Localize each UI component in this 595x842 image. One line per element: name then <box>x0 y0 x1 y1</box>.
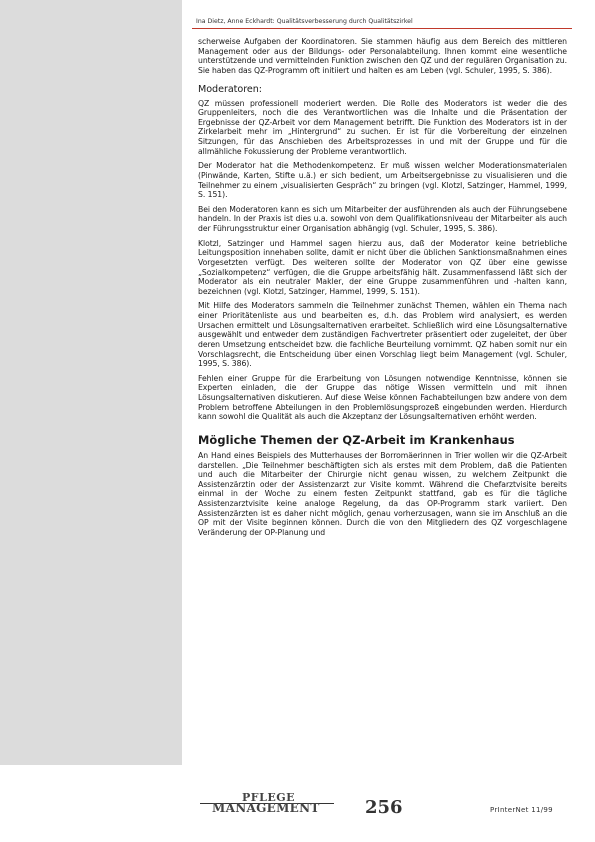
paragraph-koordinatoren: scherweise Aufgaben der Koordinatoren. Sie stammen häufig aus dem Bereich des mittleren Management oder aus der Bildungs- oder Personalabteilung. Ihnen kommt eine wesentliche unterstützende und vermittelnden Funktion zwischen den QZ und der regulären Organisation zu. Sie haben das QZ-Programm oft initiiert und halten es am Leben (vgl. Schuler, 1995, S. 386). <box>198 37 567 75</box>
logo-pflege: PFLEGE <box>242 791 295 804</box>
paragraph-moderation-role: QZ müssen professionell moderiert werden. Die Rolle des Moderators ist weder die des Gruppenleiters, noch die des Verantwortlichen was die Inhalte und die Präsentation der Ergebnisse der QZ-Arbeit vor dem Management betrifft. Die Funktion des Moderators ist in der Zirkelarbeit mehr im „Hintergrund“ zu suchen. Er ist für die Vorbereitung der einzelnen Sitzungen, für das Anschieben des Arbeitsprozesses in und mit der Gruppe und für die allmähliche Fokussierung der Probleme verantwortlich. <box>198 98 567 156</box>
article-body <box>198 37 567 543</box>
running-header: Ina Dietz, Anne Eckhardt: Qualitätsverbesserung durch Qualitätszirkel <box>196 18 413 25</box>
paragraph-sozialkompetenz: Klotzl, Satzinger und Hammel sagen hierzu aus, daß der Moderator keine betriebliche Leitungsposition innehaben sollte, damit er nicht über die üblichen Sanktionsmaßnahmen eines Vorgesetzten verfügt. Des weiteren sollte der Moderator von QZ über eine gewisse „Sozialkompetenz“ verfügen, die die Gruppe arbeitsfähig hält. Zusammenfassend läßt sich der Moderator als ein neutraler Makler, der eine Gruppe zusammenführen und -halten kann, bezeichnen (vgl. Klotzl, Satzinger, Hammel, 1999, S. 151). <box>198 238 567 296</box>
paragraph-methodenkompetenz: Der Moderator hat die Methodenkompetenz. Er muß wissen welcher Moderationsmaterialen (Pinwände, Karten, Stifte u.ä.) er sich bedient, um Arbeitsergebnisse zu visualisieren und die Teilnehmer zu einem „visualisierten Gespräch“ zu bringen (vgl. Klotzl, Satzinger, Hammel, 1999, S. 151). <box>198 161 567 200</box>
left-sidebar-panel <box>0 0 182 765</box>
paragraph-experten: Fehlen einer Gruppe für die Erarbeitung von Lösungen notwendige Kenntnisse, können sie Experten einladen, die der Gruppe das nötige Wissen vermitteln und mit ihnen Lösungsalternativen diskutieren. Auf diese Weise können Fachabteilungen bzw andere von dem Problem betroffene Abteilungen in den Problemlösungsprozeß eingebunden werden. Hierdurch kann sowohl die Qualität als auch die Akzeptanz der Lösungsalternativen erhöht werden. <box>198 373 567 422</box>
paragraph-themen-sammeln: Mit Hilfe des Moderators sammeln die Teilnehmer zunächst Themen, wählen ein Thema nach einer Prioritätenliste aus und bearbeiten es, d.h. das Problem wird analysiert, es werden Ursachen ermittelt und Lösungsalternativen erarbeitet. Schließlich wird eine Lösungsalternative ausgewählt und entweder dem zuständigen Fachvertreter präsentiert oder zugeleitet, der über deren Umsetzung entscheidet bzw. die fachliche Beurteilung vornimmt. QZ haben somit nur ein Vorschlagsrecht, die Entscheidung über einen Vorschlag liegt beim Management (vgl. Schuler, 1995, S. 386). <box>198 301 567 369</box>
subheading-moderatoren: Moderatoren: <box>198 83 262 95</box>
issue-label: PrInterNet 11/99 <box>490 806 553 814</box>
section-heading: Mögliche Themen der QZ-Arbeit im Krankenhaus <box>198 432 515 447</box>
paragraph-beispiel-trier: An Hand eines Beispiels des Mutterhauses der Borromäerinnen in Trier wollen wir die QZ-Arbeit darstellen. „Die Teilnehmer beschäftigten sich als erstes mit dem Problem, daß die Patienten und auch die Mitarbeiter der Chirurgie nicht genau wissen, zu welchem Zeitpunkt die Assistenzärztin oder der Assistenzarzt zur Visite kommt. Während die Chefarztvisite bereits einmal in der Woche zu einem festen Zeitpunkt stattfand, gab es für die tägliche Assistenzarztvisite keine analoge Regelung, da das OP-Programm stark variiert. Den Assistenzärzten ist es daher nicht möglich, genau vorherzusagen, wann sie im Anschluß an die OP mit der Visite beginnen können. Durch die von den Mitgliedern des QZ vorgeschlagene Veränderung der OP-Planung und <box>198 450 567 537</box>
header-rule <box>192 28 572 29</box>
logo-management: MANAGEMENT <box>212 801 320 815</box>
paragraph-moderator-ebene: Bei den Moderatoren kann es sich um Mitarbeiter der ausführenden als auch der Führungsebene handeln. In der Praxis ist dies u.a. sowohl von dem Qualifikationsniveau der Mitarbeiter als auch der Führungsstruktur einer Organisation abhängig (vgl. Schuler, 1995, S. 386). <box>198 204 567 233</box>
journal-logo <box>200 790 340 822</box>
page-number: 256 <box>365 797 403 818</box>
